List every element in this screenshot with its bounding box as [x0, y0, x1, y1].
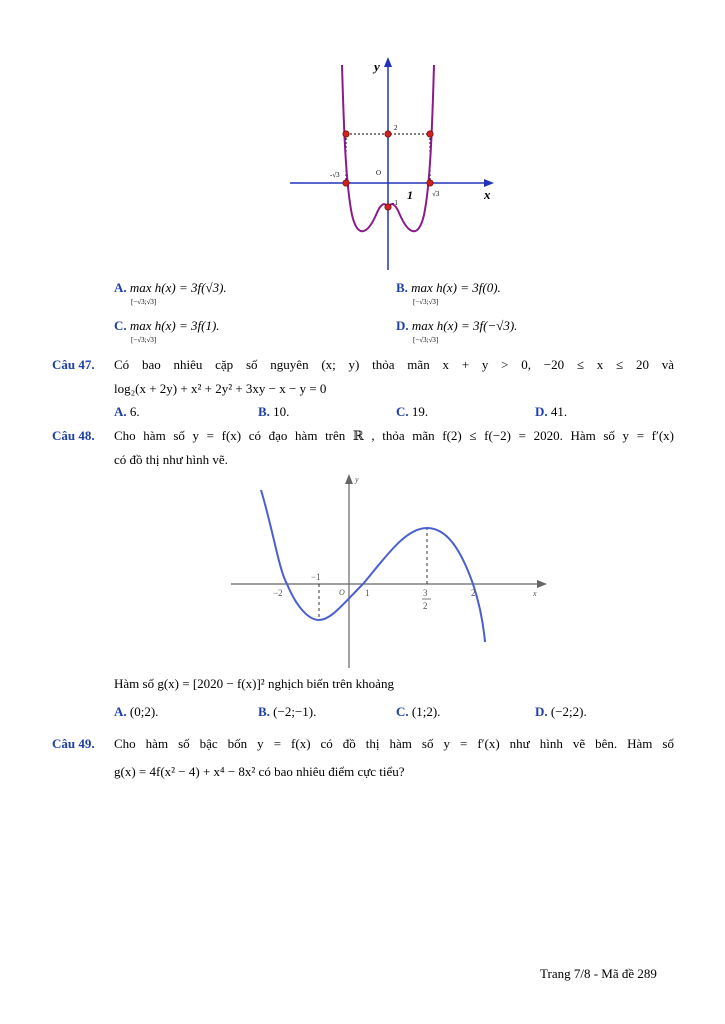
- q49-text-line2: g(x) = 4f(x² − 4) + x⁴ − 8x² có bao nhiêu điểm cực tiểu?: [114, 764, 405, 779]
- point: [427, 180, 433, 186]
- question-label: Câu 49.: [52, 736, 95, 751]
- max-subscript: [−√3;√3]: [413, 298, 439, 306]
- q48-option-a: A. (0;2).: [114, 704, 159, 719]
- option-letter: C.: [114, 318, 127, 333]
- y-axis-arrow: [345, 474, 353, 484]
- graph-h-function: [280, 55, 500, 275]
- origin-label: O: [376, 169, 382, 177]
- q47-text-line1: Có bao nhiêu cặp số nguyên (x; y) thỏa mãn x + y > 0, −20 ≤ x ≤ 20 và: [114, 357, 674, 372]
- q47-option-c: C. 19.: [396, 404, 429, 419]
- q46-option-b: [396, 280, 501, 296]
- tick-label: -√3: [330, 171, 340, 179]
- point: [385, 204, 391, 210]
- origin-label: O: [339, 588, 345, 597]
- q46-option-a: [114, 280, 227, 296]
- x-axis-arrow: [484, 179, 494, 187]
- option-text: max h(x) = 3f(√3).: [129, 280, 227, 295]
- q47-text-line2: log₂(x + 2y) + x² + 2y² + 3xy − x − y = 0: [114, 381, 327, 396]
- option-text: max h(x) = 3f(−√3).: [411, 318, 518, 333]
- graph-derivative: [225, 470, 555, 670]
- x-axis-arrow: [537, 580, 547, 588]
- y-axis-label: y: [355, 475, 359, 484]
- tick-label: -1: [392, 199, 398, 207]
- page-footer: Trang 7/8 - Mã đề 289: [540, 966, 657, 981]
- q48-after-text: Hàm số g(x) = [2020 − f(x)]² nghịch biến trên khoảng: [114, 676, 394, 691]
- point: [343, 180, 349, 186]
- point: [343, 131, 349, 137]
- x-axis-label: x: [484, 187, 491, 202]
- tick-label: 2: [394, 124, 398, 132]
- q48-option-d: D. (−2;2).: [535, 704, 587, 719]
- q47-option-d: D. 41.: [535, 404, 568, 419]
- max-subscript: [−√3;√3]: [131, 336, 157, 344]
- tick-label: 1: [365, 588, 370, 598]
- tick-label: −2: [273, 588, 283, 598]
- tick-label: −1: [311, 572, 321, 582]
- tick-label: √3: [432, 190, 440, 198]
- max-subscript: [−√3;√3]: [131, 298, 157, 306]
- point: [385, 131, 391, 137]
- option-letter: D.: [396, 318, 409, 333]
- option-text: max h(x) = 3f(1).: [129, 318, 220, 333]
- q47-option-a: A. 6.: [114, 404, 140, 419]
- q48-option-b: B. (−2;−1).: [258, 704, 317, 719]
- option-text: max h(x) = 3f(0).: [411, 280, 501, 295]
- q49-text-line1: Cho hàm số bậc bốn y = f(x) có đồ thị hàm số y = f′(x) như hình vẽ bên. Hàm số: [114, 736, 674, 751]
- q48-option-c: C. (1;2).: [396, 704, 441, 719]
- q48-text-line1: Cho hàm số y = f(x) có đạo hàm trên ℝ , thỏa mãn f(2) ≤ f(−2) = 2020. Hàm số y = f′(x): [114, 428, 674, 443]
- option-letter: A.: [114, 280, 127, 295]
- q46-option-c: [114, 318, 220, 334]
- x-axis-label: x: [533, 589, 537, 598]
- tick-label: 2: [471, 588, 476, 598]
- q46-option-d: [396, 318, 517, 334]
- question-label: Câu 48.: [52, 428, 95, 443]
- option-letter: B.: [396, 280, 408, 295]
- derivative-curve: [261, 490, 485, 642]
- max-subscript: [−√3;√3]: [413, 336, 439, 344]
- q48-text-line2: có đồ thị như hình vẽ.: [114, 452, 228, 467]
- tick-label: 3: [423, 588, 428, 598]
- y-axis-arrow: [384, 57, 392, 67]
- tick-label: 2: [423, 601, 428, 611]
- q47-option-b: B. 10.: [258, 404, 290, 419]
- tick-label: 1: [407, 188, 413, 202]
- question-label: Câu 47.: [52, 357, 95, 372]
- y-axis-label: y: [374, 59, 380, 74]
- point: [427, 131, 433, 137]
